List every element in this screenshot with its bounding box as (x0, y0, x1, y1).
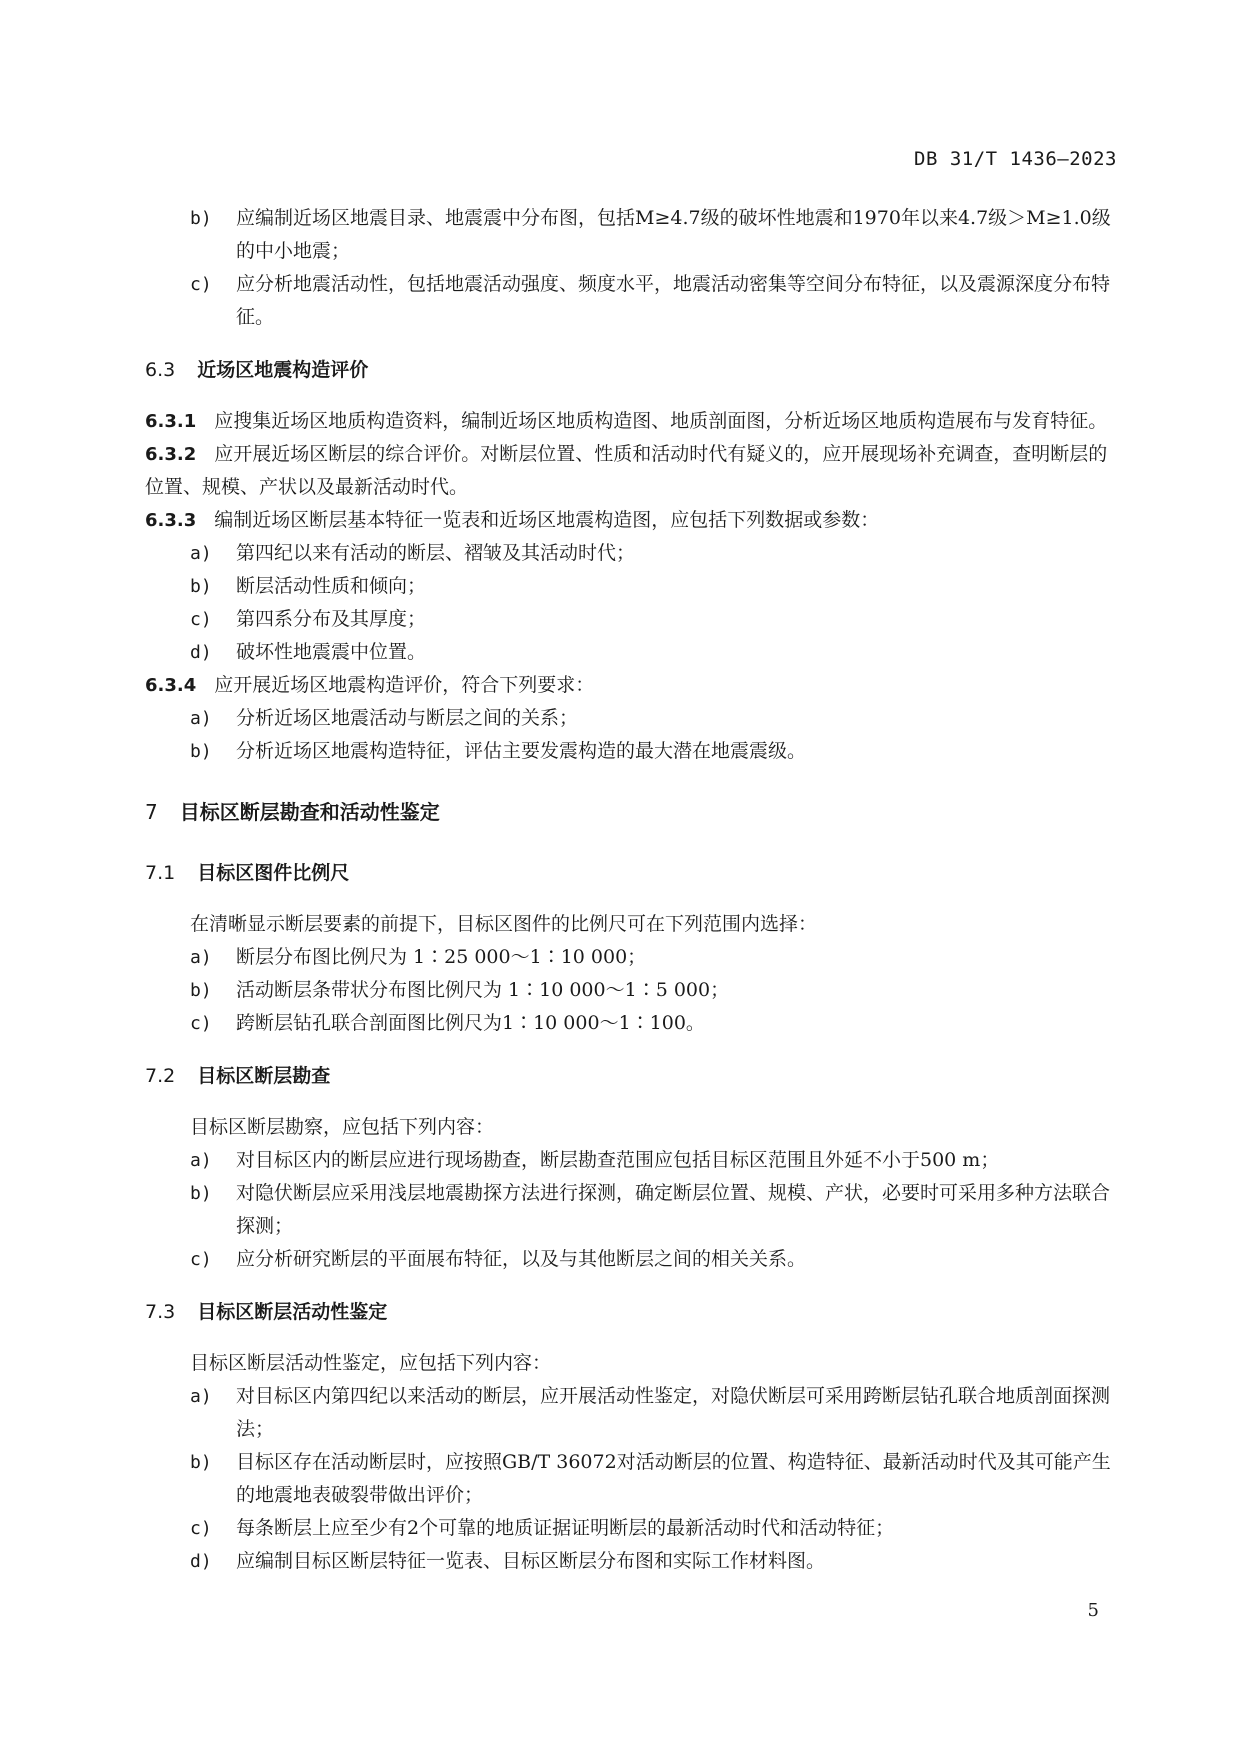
list-text: 对隐伏断层应采用浅层地震勘探方法进行探测，确定断层位置、规模、产状，必要时可采用多种方法联合探测； (236, 1182, 1111, 1237)
section-heading-6-3: 6.3 近场区地震构造评价 (145, 359, 369, 381)
list-item (145, 1380, 1117, 1446)
section-heading-7-3: 7.3 目标区断层活动性鉴定 (145, 1301, 388, 1323)
list-item (145, 537, 1117, 570)
list-text: 应编制近场区地震目录、地震震中分布图，包括M≥4.7级的破坏性地震和1970年以来4.7级＞M≥1.0级的中小地震； (236, 207, 1111, 262)
list-item (145, 603, 1117, 636)
list-item (145, 1446, 1117, 1512)
list-text: 断层活动性质和倾向； (236, 575, 427, 597)
list-item (145, 1512, 1117, 1545)
list-item (145, 570, 1117, 603)
clause-6-3-3-list (145, 537, 1117, 669)
list-text: 断层分布图比例尺为 1∶25 000～1∶10 000； (236, 946, 647, 968)
list-item (145, 268, 1117, 334)
section-7-3-intro: 目标区断层活动性鉴定，应包括下列内容： (190, 1352, 552, 1374)
list-marker: c) (190, 1518, 212, 1539)
clause-6-3-4-list (145, 702, 1117, 768)
section-heading-7-1: 7.1 目标区图件比例尺 (145, 862, 350, 884)
list-item (145, 1007, 1117, 1040)
document-body (145, 202, 1117, 1578)
list-marker: d) (190, 1551, 212, 1572)
clause-6-3-1: 6.3.1 应搜集近场区地质构造资料，编制近场区地质构造图、地质剖面图，分析近场区地质构造展布与发育特征。 (145, 410, 1108, 432)
section-7-2-intro: 目标区断层勘察，应包括下列内容： (190, 1116, 495, 1138)
clause-6-3-2: 6.3.2 应开展近场区断层的综合评价。对断层位置、性质和活动时代有疑义的，应开展现场补充调查，查明断层的位置、规模、产状以及最新活动时代。 (145, 443, 1108, 498)
list-item (145, 1144, 1117, 1177)
seismic-catalog-list (145, 202, 1117, 334)
list-text: 分析近场区地震活动与断层之间的关系； (236, 707, 579, 729)
list-marker: a) (190, 543, 212, 564)
section-7-3-list (145, 1380, 1117, 1578)
list-marker: a) (190, 1386, 212, 1407)
clause-6-3-4: 6.3.4 应开展近场区地震构造评价，符合下列要求： (145, 674, 595, 696)
list-text: 对目标区内的断层应进行现场勘查，断层勘查范围应包括目标区范围且外延不小于500 m； (236, 1149, 1000, 1171)
list-item (145, 735, 1117, 768)
list-text: 应分析地震活动性，包括地震活动强度、频度水平，地震活动密集等空间分布特征，以及震源深度分布特征。 (236, 273, 1111, 328)
list-marker: b) (190, 576, 212, 597)
list-item (145, 941, 1117, 974)
list-item (145, 1177, 1117, 1243)
list-marker: a) (190, 708, 212, 729)
list-marker: d) (190, 642, 212, 663)
list-marker: a) (190, 947, 212, 968)
page-number: 5 (1087, 1600, 1099, 1621)
list-item (145, 702, 1117, 735)
chapter-heading-7: 7 目标区断层勘查和活动性鉴定 (145, 800, 440, 824)
list-text: 目标区存在活动断层时，应按照GB/T 36072对活动断层的位置、构造特征、最新活动时代及其可能产生的地震地表破裂带做出评价； (236, 1451, 1111, 1506)
section-heading-7-2: 7.2 目标区断层勘查 (145, 1065, 331, 1087)
list-item (145, 974, 1117, 1007)
list-text: 活动断层条带状分布图比例尺为 1∶10 000～1∶5 000； (236, 979, 730, 1001)
section-7-2-list (145, 1144, 1117, 1276)
list-item (145, 202, 1117, 268)
list-text: 应分析研究断层的平面展布特征，以及与其他断层之间的相关关系。 (236, 1248, 807, 1270)
list-marker: c) (190, 274, 212, 295)
list-item (145, 1545, 1117, 1578)
list-marker: b) (190, 741, 212, 762)
list-text: 应编制目标区断层特征一览表、目标区断层分布图和实际工作材料图。 (236, 1550, 826, 1572)
list-marker: b) (190, 980, 212, 1001)
clause-6-3-3: 6.3.3 编制近场区断层基本特征一览表和近场区地震构造图，应包括下列数据或参数： (145, 509, 880, 531)
list-marker: c) (190, 609, 212, 630)
list-marker: a) (190, 1150, 212, 1171)
list-text: 跨断层钻孔联合剖面图比例尺为1∶10 000～1∶100。 (236, 1012, 705, 1034)
list-marker: c) (190, 1249, 212, 1270)
list-item (145, 1243, 1117, 1276)
standard-code-header: DB 31/T 1436—2023 (914, 148, 1117, 170)
list-text: 分析近场区地震构造特征，评估主要发震构造的最大潜在地震震级。 (236, 740, 807, 762)
list-text: 第四纪以来有活动的断层、褶皱及其活动时代； (236, 542, 636, 564)
list-marker: b) (190, 208, 212, 229)
list-marker: b) (190, 1452, 212, 1473)
list-text: 每条断层上应至少有2个可靠的地质证据证明断层的最新活动时代和活动特征； (236, 1517, 895, 1539)
list-text: 对目标区内第四纪以来活动的断层，应开展活动性鉴定，对隐伏断层可采用跨断层钻孔联合地质剖面探测法； (236, 1385, 1111, 1440)
list-marker: c) (190, 1013, 212, 1034)
list-text: 破坏性地震震中位置。 (236, 641, 427, 663)
section-7-1-intro: 在清晰显示断层要素的前提下，目标区图件的比例尺可在下列范围内选择： (190, 913, 818, 935)
list-marker: b) (190, 1183, 212, 1204)
list-text: 第四系分布及其厚度； (236, 608, 427, 630)
list-item (145, 636, 1117, 669)
section-7-1-list (145, 941, 1117, 1040)
